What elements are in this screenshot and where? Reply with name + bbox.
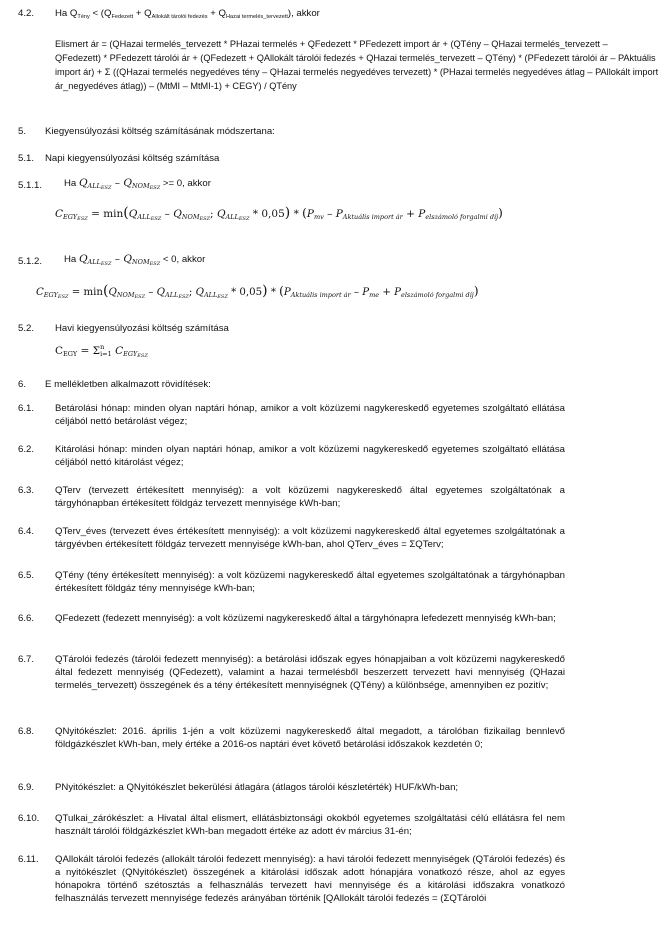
section-number: 5.2. bbox=[18, 323, 35, 334]
cond-text: < (Q bbox=[89, 8, 112, 19]
cond-text: + Q bbox=[133, 8, 152, 19]
definition-text: QAllokált tárolói fedezés (allokált tárolói fedezett mennyiség): a havi tárolói fedezett mennyiségek (QTárolói fedezés) és a nyitókészlet (QNyitókészlet) összegének a kitárolási időszak adott hónapjára vonatkozó része, ahol az egyes hónapokra történő szétosztás a felhasználás tervezett havi mennyisége és a kitárolási időszakra vonatkozó felhasználás tervezett mennyisége fedezés arányában történik [QAllokált tárolói fedezés = (ΣQTárolói bbox=[55, 854, 565, 904]
definition-text: Betárolási hónap: minden olyan naptári hónap, amikor a volt közüzemi nagykereskedő egyetemes szolgáltató ellátása céljából nettó betárolást végez; bbox=[55, 403, 565, 427]
definition-number: 6.5. bbox=[18, 570, 35, 581]
definition-number: 6.7. bbox=[18, 654, 35, 665]
daily-cost-formula-negative: $C_{EGY_{ESZ}} = \min(Q_{NOM_{ESZ}} - Q_{ALL_{ESZ}}$; $Q_{ALL_{ESZ}} * 0,05) * (P_{Aktuális import ár} - P_{me} + P_{elszámoló forgalmi díj})$ bbox=[36, 283, 479, 300]
definition-text: QTény (tény értékesített mennyiség): a volt közüzemi nagykereskedő által egyetemes szolgáltatónak a tárgyhónapban értékesített földgáz tény mennyisége kWh-ban; bbox=[55, 570, 565, 594]
section-title: Napi kiegyensúlyozási költség számítása bbox=[45, 153, 220, 164]
formula-line: QFedezett) * PFedezett tárolói ár + (QFedezett + QAllokált tárolói fedezés + QHazai termelés_tervezett – QTény) * (PFedezett tárolói ár – PAktuális bbox=[55, 53, 656, 63]
definition-text: QTulkai_zárókészlet: a Hivatal által elismert, ellátásbiztonsági okokból egyetemes szolgáltatási célú ellátásra fel nem használt tárolói földgázkészlet kWh-ban megadott értéke az adott év március 31-én; bbox=[55, 813, 565, 837]
cond-sub: Hazai termelés_tervezett bbox=[226, 14, 288, 20]
section-number: 5. bbox=[18, 126, 27, 137]
section-number: 6. bbox=[18, 379, 27, 390]
definition-number: 6.3. bbox=[18, 485, 35, 496]
daily-cost-formula-positive: $C_{EGY_{ESZ}} = \min(Q_{ALL_{ESZ}} - Q_{NOM_{ESZ}}$; $Q_{ALL_{ESZ}} * 0,05) * (P_{mv} - P_{Aktuális import ár} + P_{elszámoló forgalmi díj})$ bbox=[55, 205, 503, 222]
definition-number: 6.10. bbox=[18, 813, 40, 824]
monthly-cost-formula: $C_{EGY} = \Sigma$ n i=1 $C_{EGY_{ESZ}}$ bbox=[55, 343, 148, 359]
section-number: 4.2. bbox=[18, 8, 35, 19]
formula-line: Elismert ár = (QHazai termelés_tervezett * PHazai termelés + QFedezett * PFedezett import ár + (QTény – QHazai termelés_tervezett – bbox=[55, 39, 608, 49]
definition-text: QNyitókészlet: 2016. április 1-jén a volt közüzemi nagykereskedő által megadott, a tárolóban fizikailag bennlevő földgázkészlet kWh-ban, mely értéke a 2016-os naptári évet követő betárolási időszakok kezdetén 0; bbox=[55, 726, 565, 750]
definition-number: 6.2. bbox=[18, 444, 35, 455]
section-number: 5.1.1. bbox=[18, 180, 43, 191]
definition-number: 6.9. bbox=[18, 782, 35, 793]
definition-text: QTerv (tervezett értékesített mennyiség): a volt közüzemi nagykereskedő által egyetemes szolgáltatónak a tárgyhónapban értékesített földgáz tervezett mennyisége kWh-ban; bbox=[55, 485, 565, 509]
cond-text: >= 0, akkor bbox=[162, 178, 211, 189]
section-number: 5.1. bbox=[18, 153, 35, 164]
section-title: Kiegyensúlyozási költség számításának módszertana: bbox=[45, 126, 275, 137]
condition-line bbox=[64, 177, 211, 190]
cond-sub: Tény bbox=[77, 14, 90, 20]
definition-number: 6.1. bbox=[18, 403, 35, 414]
formula-line: import ár) + Σ ((QHazai termelés negyedéves tény – QHazai termelés negyedéves tervezett) * (PHazai termelés negyedéves átlag – PAllokált import bbox=[55, 67, 658, 77]
condition-line bbox=[55, 7, 555, 20]
section-title: Havi kiegyensúlyozási költség számítása bbox=[55, 323, 229, 334]
definition-text: QTárolói fedezés (tárolói fedezett mennyiség): a betárolási időszak egyes hónapjaiban a volt közüzemi nagykereskedő által fedezett mennyiség (QFedezett), valamint a hazai termelésből beszerzett tervezett havi mennyiség (QHazai termelés_tervezett) összegének és a tény értékesített mennyiségnek (QTény) a különbsége, amennyiben ez pozitív; bbox=[55, 654, 565, 691]
section-number: 5.1.2. bbox=[18, 256, 43, 267]
definition-text: QTerv_éves (tervezett éves értékesített mennyiség): a volt közüzemi nagykereskedő által egyetemes szolgáltatónak a tárgyévben értékesített földgáz tervezett mennyisége kWh-ban, ahol QTerv_éves = ΣQTerv; bbox=[55, 526, 565, 550]
definition-number: 6.4. bbox=[18, 526, 35, 537]
cond-math: $Q_{ALL_{ESZ}} - Q_{NOM_{ESZ}}$ bbox=[78, 177, 161, 191]
cond-text: Ha bbox=[64, 254, 77, 265]
section-title: E mellékletben alkalmazott rövidítések: bbox=[45, 379, 211, 390]
cond-text: Ha bbox=[64, 178, 77, 189]
elismert-ar-formula bbox=[55, 38, 658, 94]
definition-text: PNyitókészlet: a QNyitókészlet bekerülési átlagára (átlagos tárolói készletérték) HUF/kWh-ban; bbox=[55, 782, 459, 793]
definition-number: 6.6. bbox=[18, 613, 35, 624]
cond-text: + Q bbox=[207, 8, 226, 19]
definition-number: 6.8. bbox=[18, 726, 35, 737]
cond-text: Ha Q bbox=[55, 8, 78, 19]
definition-text: Kitárolási hónap: minden olyan naptári hónap, amikor a volt közüzemi nagykereskedő egyetemes szolgáltató ellátása céljából nettó kitárolást végez; bbox=[55, 444, 565, 468]
cond-sub: Allokált tárolói fedezés bbox=[151, 14, 208, 20]
definition-text: QFedezett (fedezett mennyiség): a volt közüzemi nagykereskedő által a tárgyhónapra lefedezett mennyiség kWh-ban; bbox=[55, 613, 556, 624]
condition-line bbox=[64, 253, 205, 266]
cond-text: ), akkor bbox=[287, 8, 320, 19]
definition-number: 6.11. bbox=[18, 854, 39, 865]
cond-sub: Fedezett bbox=[111, 14, 134, 20]
cond-math: $Q_{ALL_{ESZ}} - Q_{NOM_{ESZ}}$ bbox=[78, 253, 161, 267]
formula-line: ár_negyedéves átlag)) – (MtMI – MtMI-1) + CEGY) / QTény bbox=[55, 81, 297, 91]
cond-text: < 0, akkor bbox=[162, 254, 206, 265]
